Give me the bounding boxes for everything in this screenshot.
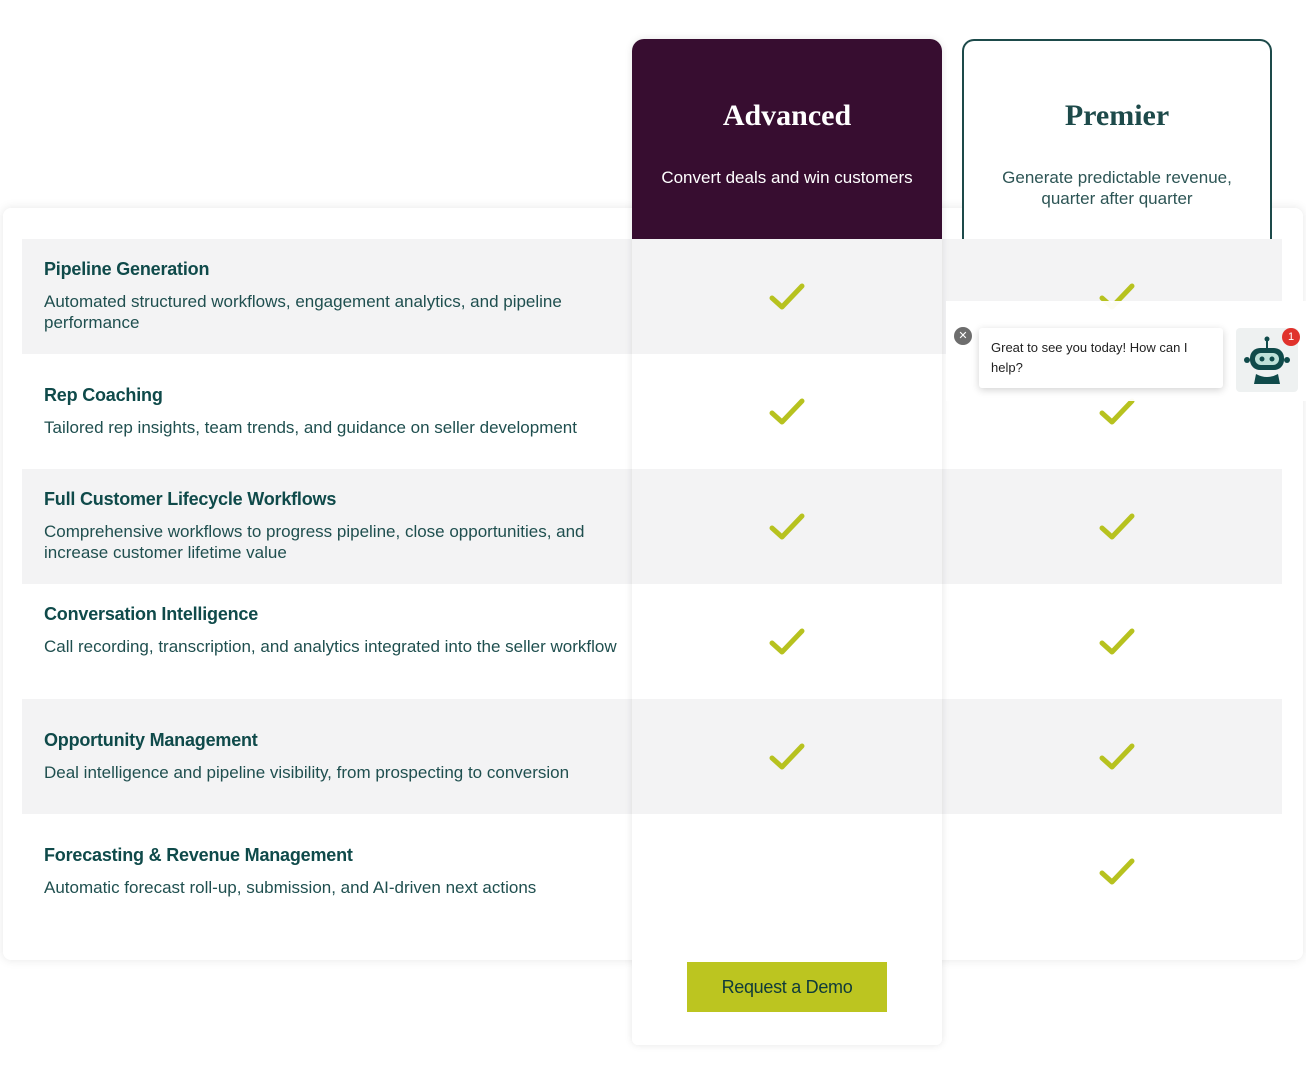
plan-name: Advanced: [722, 99, 852, 132]
feature-title: Conversation Intelligence: [44, 604, 259, 624]
feature-description: Call recording, transcription, and analytics integrated into the seller workflow: [44, 637, 617, 656]
check-icon: [768, 397, 806, 427]
advanced-plan-header: [632, 39, 942, 239]
check-icon: [768, 282, 806, 312]
feature-description: Automatic forecast roll-up, submission, and AI-driven next actions: [44, 878, 537, 897]
feature-description: Tailored rep insights, team trends, and guidance on seller development: [44, 418, 577, 437]
plan-name: Premier: [1064, 99, 1170, 132]
check-icon: [1098, 742, 1136, 772]
feature-row: [22, 584, 1282, 699]
check-icon: [1098, 512, 1136, 542]
check-icon: [1098, 857, 1136, 887]
feature-title: Pipeline Generation: [44, 259, 210, 279]
feature-description: Comprehensive workflows to progress pipeline, close opportunities, and increase customer lifetime value: [44, 522, 585, 562]
check-icon: [768, 627, 806, 657]
notification-badge: 1: [1282, 328, 1300, 346]
check-icon: [1098, 627, 1136, 657]
feature-row: [22, 469, 1282, 584]
check-icon: [1098, 397, 1136, 427]
plan-tagline: Generate predictable revenue, quarter after quarter: [1002, 168, 1232, 208]
chat-message-bubble[interactable]: [979, 328, 1223, 388]
premier-plan-header: [962, 39, 1272, 239]
plan-tagline: Convert deals and win customers: [661, 168, 913, 187]
feature-row: [22, 814, 1282, 929]
feature-row: [22, 699, 1282, 814]
feature-title: Opportunity Management: [44, 730, 258, 750]
feature-description: Deal intelligence and pipeline visibility, from prospecting to conversion: [44, 763, 570, 782]
request-demo-button[interactable]: Request a Demo: [687, 962, 887, 1012]
close-icon[interactable]: ✕: [954, 327, 972, 345]
feature-description: Automated structured workflows, engagement analytics, and pipeline performance: [44, 292, 562, 332]
feature-title: Rep Coaching: [44, 385, 163, 405]
feature-title: Forecasting & Revenue Management: [44, 845, 353, 865]
feature-title: Full Customer Lifecycle Workflows: [44, 489, 337, 509]
chat-message: Great to see you today! How can I help?: [991, 340, 1188, 375]
check-icon: [768, 512, 806, 542]
check-icon: [768, 742, 806, 772]
